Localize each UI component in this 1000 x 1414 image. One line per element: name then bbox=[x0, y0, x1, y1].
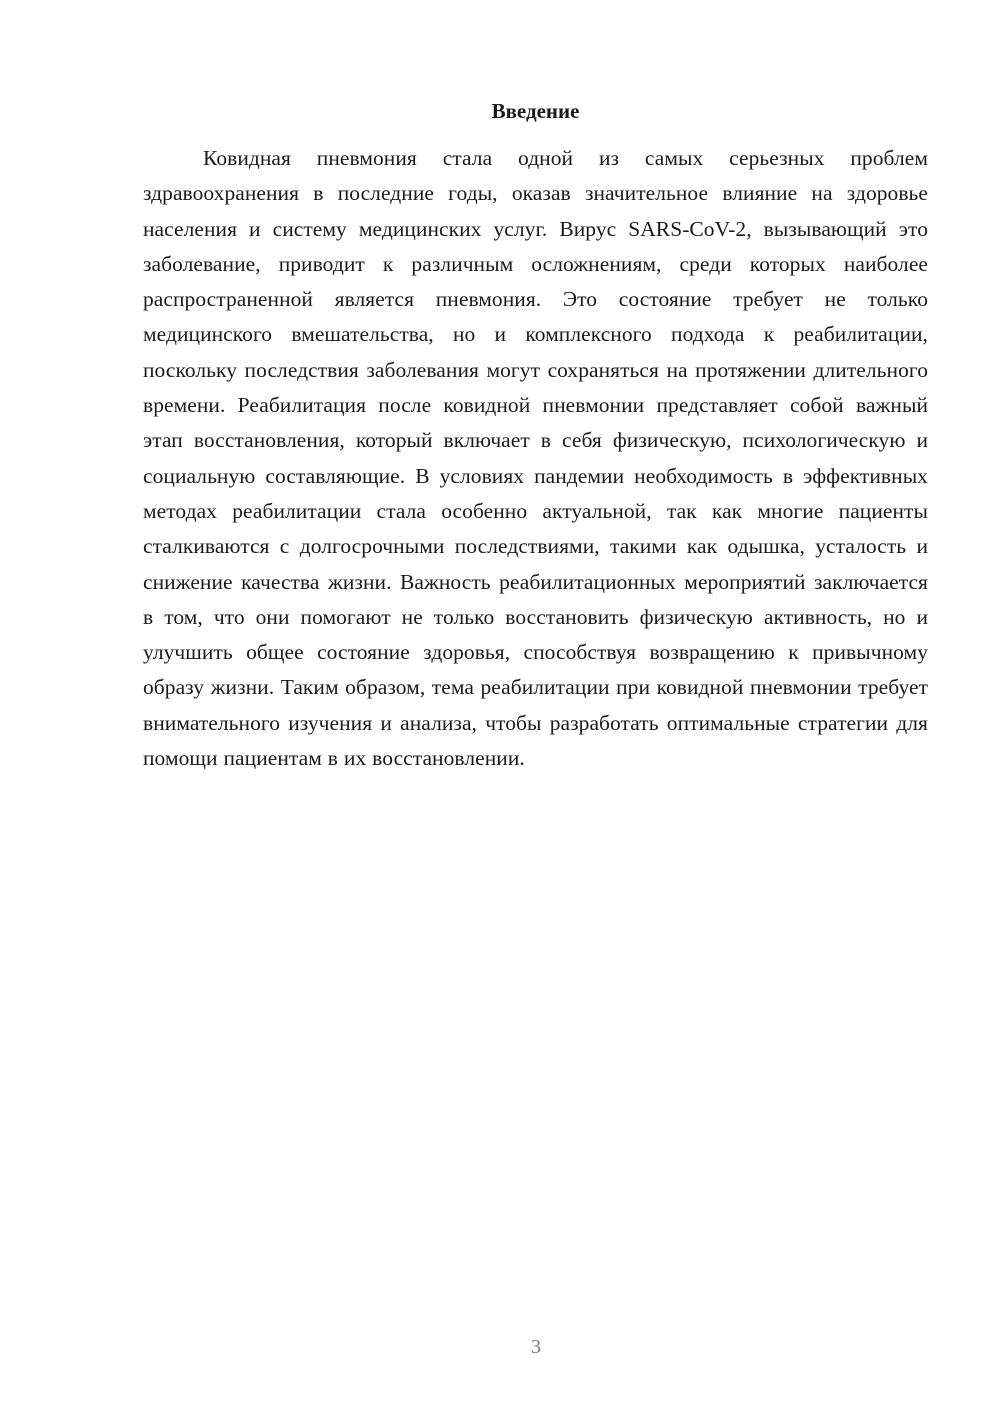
section-heading: Введение bbox=[491, 99, 580, 123]
body-paragraph: Ковидная пневмония стала одной из самых серьезных проблем здравоохранения в последние годы, оказав значительное влияние на здоровье населения и систему медицинских услуг. Вирус SARS-CoV-2, вызывающий это заболевание, приводит к различным осложнениям, среди которых наиболее распространенной является пневмония. Это состояние требует не только медицинского вмешательства, но и комплексного подхода к реабилитации, поскольку последствия заболевания могут сохраняться на протяжении длительного времени. Реабилитация после ковидной пневмонии представляет собой важный этап восстановления, который включает в себя физическую, психологическую и социальную составляющие. В условиях пандемии необходимость в эффективных методах реабилитации стала особенно актуальной, так как многие пациенты сталкиваются с долгосрочными последствиями, такими как одышка, усталость и снижение качества жизни. Важность реабилитационных мероприятий заключается в том, что они помогают не только восстановить физическую активность, но и улучшить общее состояние здоровья, способствуя возвращению к привычному образу жизни. Таким образом, тема реабилитации при ковидной пневмонии требует внимательного изучения и анализа, чтобы разработать оптимальные стратегии для помощи пациентам в их восстановлении. bbox=[143, 146, 928, 771]
page-number: 3 bbox=[531, 1336, 541, 1358]
